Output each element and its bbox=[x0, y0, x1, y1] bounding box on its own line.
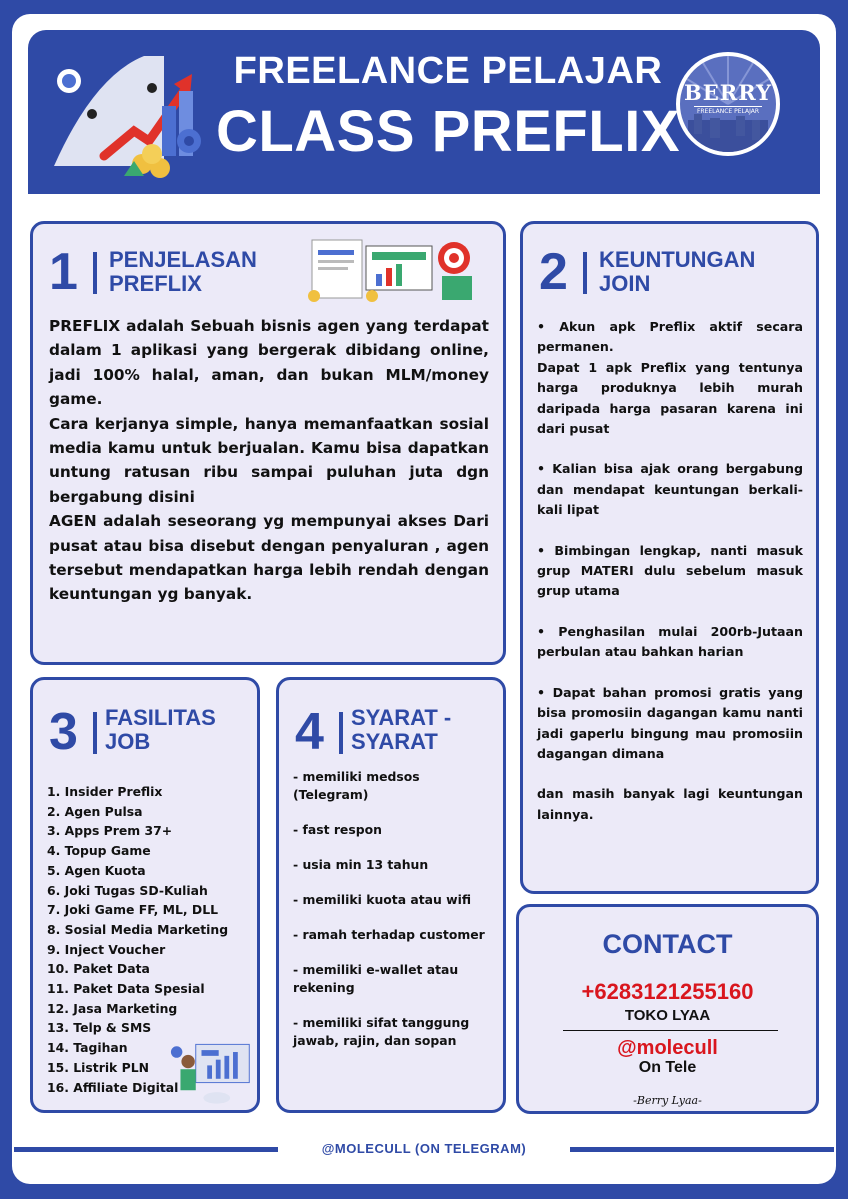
platform-label: On Tele bbox=[638, 1059, 697, 1076]
list-item: - memiliki sifat tanggung jawab, rajin, dan sopan bbox=[293, 1015, 470, 1048]
list-item: - memiliki kuota atau wifi bbox=[293, 892, 472, 907]
logo-text: BERRY bbox=[683, 80, 772, 105]
list-item: dan masih banyak lagi keuntungan lainnya. bbox=[537, 786, 803, 822]
section-title bbox=[105, 706, 216, 754]
section-title-line2: JOIN bbox=[599, 271, 651, 296]
list-item: - ramah terhadap customer bbox=[293, 927, 485, 942]
divider-bar bbox=[93, 712, 97, 754]
bottom-bar bbox=[0, 1184, 848, 1199]
list-item: 1. Insider Preflix bbox=[47, 784, 163, 799]
section-title-line1: PENJELASAN bbox=[109, 247, 257, 272]
section-number: 2 bbox=[539, 243, 568, 301]
list-item: - memiliki e-wallet atau rekening bbox=[293, 962, 459, 995]
list-item: 5. Agen Kuota bbox=[47, 862, 146, 878]
section-penjelasan-card bbox=[30, 221, 506, 665]
section-fasilitas-card bbox=[30, 677, 260, 1113]
list-item: - memiliki medsos (Telegram) bbox=[293, 769, 420, 802]
contact-card bbox=[516, 904, 819, 1114]
list-item: 15. Listrik PLN bbox=[47, 1059, 149, 1075]
contact-phone[interactable]: +6283121255160 bbox=[581, 979, 754, 1004]
berry-logo bbox=[676, 52, 780, 156]
list-item: 10. Paket Data bbox=[47, 961, 150, 977]
marketing-illustration bbox=[169, 1040, 255, 1108]
list-item: 16. Affiliate Digital bbox=[47, 1079, 179, 1095]
list-item: 12. Jasa Marketing bbox=[47, 1000, 178, 1016]
shop-name: TOKO LYAA bbox=[624, 1007, 711, 1024]
section-number: 4 bbox=[295, 703, 324, 761]
divider-bar bbox=[93, 252, 97, 294]
penjelasan-text bbox=[49, 314, 489, 607]
signature: -Berry Lyaa- bbox=[633, 1094, 702, 1107]
list-item: • Penghasilan mulai 200rb-Jutaan perbulan atau bahkan harian bbox=[537, 623, 803, 660]
list-item: 2. Agen Pulsa bbox=[47, 803, 143, 819]
divider-line bbox=[563, 1030, 778, 1031]
contact-title: CONTACT bbox=[602, 929, 733, 959]
list-item: • Bimbingan lengkap, nanti masuk grup MATERI dulu sebelum masuk grup utama bbox=[537, 542, 803, 599]
section-syarat-card bbox=[276, 677, 506, 1113]
section-title bbox=[351, 706, 451, 754]
section-title-line2: SYARAT bbox=[351, 729, 438, 754]
divider-bar bbox=[583, 252, 587, 294]
keuntungan-text bbox=[537, 317, 803, 825]
section-title-line1: KEUNTUNGAN bbox=[599, 247, 756, 272]
list-item: • Kalian bisa ajak orang bergabung dan mendapat keuntungan berkali-kali lipat bbox=[537, 461, 803, 518]
list-item: • Akun apk Preflix aktif secara permanen. bbox=[537, 319, 803, 355]
section-title-line2: PREFLIX bbox=[109, 271, 202, 296]
list-item: 7. Joki Game FF, ML, DLL bbox=[47, 902, 219, 918]
paragraph: AGEN adalah seseorang yg mempunyai akses Dari pusat atau bisa disebut dengan penyaluran , agen tersebut mendapatkan harga lebih rendah dengan keuntungan yg banyak. bbox=[49, 512, 489, 604]
telegram-handle[interactable]: @molecull bbox=[617, 1037, 718, 1059]
footer-text: @MOLECULL (ON TELEGRAM) bbox=[321, 1141, 527, 1156]
header-title: CLASS PREFLIX bbox=[215, 99, 681, 164]
syarat-list bbox=[293, 768, 498, 1067]
section-title-line1: SYARAT - bbox=[351, 705, 452, 730]
list-item: 13. Telp & SMS bbox=[47, 1020, 152, 1036]
list-item: 9. Inject Voucher bbox=[47, 941, 166, 957]
header-subtitle: FREELANCE PELAJAR bbox=[233, 50, 663, 92]
list-item: 6. Joki Tugas SD-Kuliah bbox=[47, 882, 208, 898]
list-item: 8. Sosial Media Marketing bbox=[47, 921, 229, 937]
header-banner bbox=[28, 30, 820, 194]
section-title bbox=[599, 248, 755, 296]
section-title bbox=[109, 248, 257, 296]
list-item: 4. Topup Game bbox=[47, 843, 151, 859]
paragraph: Cara kerjanya simple, hanya memanfaatkan sosial media kamu untuk berjualan. Kamu bisa dapatkan untung ratusan ribu sampai puluhan juta dgn bergabung disini bbox=[49, 414, 489, 506]
section-title-line1: FASILITAS bbox=[105, 705, 216, 730]
section-number: 1 bbox=[49, 243, 78, 301]
logo-subtext: FREELANCE PELAJAR bbox=[694, 106, 762, 115]
list-item: - usia min 13 tahun bbox=[293, 857, 429, 872]
list-item: 11. Paket Data Spesial bbox=[47, 981, 205, 997]
section-keuntungan-card bbox=[520, 221, 819, 894]
section-title-line2: JOB bbox=[105, 729, 151, 754]
paragraph: PREFLIX adalah Sebuah bisnis agen yang terdapat dalam 1 aplikasi yang bergerak dibidang online, jadi 100% halal, aman, dan bukan MLM/money game. bbox=[49, 317, 489, 409]
list-item: • Dapat bahan promosi gratis yang bisa promosiin dagangan kamu nanti jadi gaperlu bingung mau promosiin dagangan dimana bbox=[537, 684, 803, 761]
list-item: - fast respon bbox=[293, 822, 382, 837]
list-item: 3. Apps Prem 37+ bbox=[47, 823, 173, 839]
list-item: 14. Tagihan bbox=[47, 1040, 128, 1056]
list-item: Dapat 1 apk Preflix yang tentunya harga produknya lebih murah daripada harga pasaran karena ini dari pusat bbox=[537, 359, 803, 437]
divider-bar bbox=[339, 712, 343, 754]
dashboard-illustration bbox=[301, 236, 491, 306]
section-number: 3 bbox=[49, 703, 78, 761]
